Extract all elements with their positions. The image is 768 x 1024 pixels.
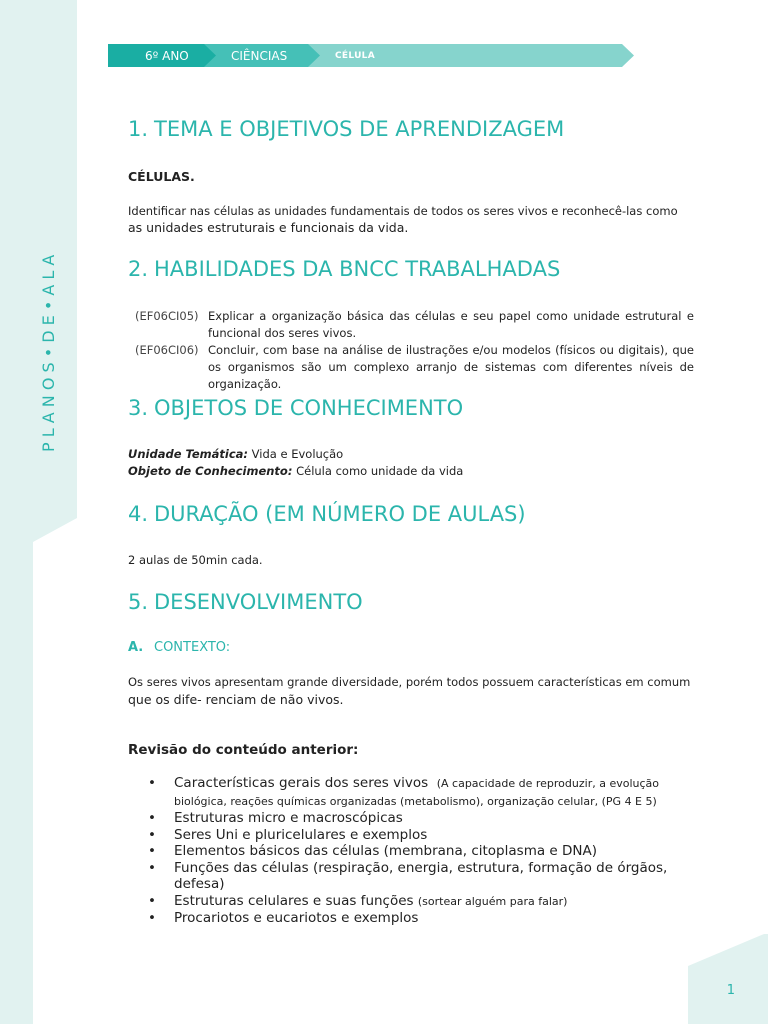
- section-4-heading: [128, 502, 526, 526]
- section-title: HABILIDADES DA BNCC TRABALHADAS: [154, 257, 561, 281]
- list-item-text: Estruturas micro e macroscópicas: [174, 810, 403, 826]
- theme-text: CÉLULAS.: [128, 169, 195, 184]
- list-item-text: Funções das células (respiração, energia, estrutura, formação de órgãos, defesa): [174, 859, 668, 892]
- section-number: 1.: [128, 117, 149, 141]
- list-item: [128, 860, 708, 893]
- subsection-context-heading: [128, 640, 230, 655]
- section-number: 2.: [128, 257, 149, 281]
- thematic-unit: [128, 446, 343, 463]
- thematic-unit-label: Unidade Temática:: [128, 447, 249, 461]
- bullet-icon: •: [148, 843, 156, 859]
- page-number: 1: [726, 983, 735, 998]
- breadcrumb-subject: CIÊNCIAS: [231, 49, 288, 63]
- section-3-heading: [128, 396, 463, 420]
- section-5-heading: [128, 590, 363, 614]
- list-item-text: Elementos básicos das células (membrana, citoplasma e DNA): [174, 843, 597, 859]
- section-number: 4.: [128, 502, 149, 526]
- bncc-code: (EF06CI05): [135, 309, 199, 323]
- bncc-code: (EF06CI06): [135, 343, 199, 357]
- section-2-heading: [128, 257, 560, 281]
- context-line: Os seres vivos apresentam grande diversidade, porém todos possuem características em comum: [128, 675, 691, 689]
- list-item: [128, 775, 708, 810]
- list-item-note: (A capacidade de reproduzir, a evolução: [436, 777, 659, 790]
- section-title: TEMA E OBJETIVOS DE APRENDIZAGEM: [154, 117, 565, 141]
- list-item: [128, 810, 708, 827]
- svg-text:P L A N O S • D E • A L A: P L A N O S • D E • A L A: [39, 254, 58, 452]
- objective-line: Identificar nas células as unidades fundamentais de todos os seres vivos e reconhecê-las como: [128, 204, 678, 218]
- list-item-text: Procariotos e eucariotos e exemplos: [174, 910, 419, 926]
- list-item-text: Características gerais dos seres vivos: [174, 775, 429, 791]
- bullet-icon: •: [148, 775, 156, 791]
- review-list: [128, 775, 708, 927]
- section-number: 5.: [128, 590, 149, 614]
- section-title: DURAÇÃO (EM NÚMERO DE AULAS): [154, 502, 526, 526]
- knowledge-object-value: Célula como unidade da vida: [292, 464, 464, 478]
- section-title: DESENVOLVIMENTO: [154, 590, 363, 614]
- list-item-text: Estruturas celulares e suas funções: [174, 892, 414, 909]
- subsection-letter: A.: [128, 640, 144, 655]
- context-line: que os dife- renciam de não vivos.: [128, 692, 344, 707]
- list-item: [128, 827, 708, 844]
- section-number: 3.: [128, 396, 149, 420]
- list-item-note: (sortear alguém para falar): [417, 894, 568, 908]
- list-item: [128, 843, 708, 860]
- bncc-description: Explicar a organização básica das células e seu papel como unidade estrutural e funcional dos seres vivos.: [208, 309, 694, 340]
- review-title: Revisão do conteúdo anterior:: [128, 742, 359, 758]
- breadcrumb-topic: CÉLULA: [335, 51, 375, 61]
- bncc-description: Concluir, com base na análise de ilustrações e/ou modelos (físicos ou digitais), que os organismos são um complexo arranjo de sistemas com diferentes níveis de organização.: [208, 343, 694, 391]
- bullet-icon: •: [148, 859, 156, 876]
- section-title: OBJETOS DE CONHECIMENTO: [154, 396, 464, 420]
- bullet-icon: •: [148, 826, 156, 843]
- corner-decoration: [688, 934, 768, 1024]
- section-1-heading: [128, 117, 564, 141]
- list-item: [128, 910, 708, 927]
- breadcrumb-grade: 6º ANO: [145, 49, 189, 63]
- bullet-icon: •: [148, 892, 156, 909]
- subsection-title: CONTEXTO:: [154, 640, 231, 655]
- objective-line: as unidades estruturais e funcionais da vida.: [128, 220, 409, 235]
- list-item: [128, 893, 708, 911]
- list-item-note: biológica, reações químicas organizadas (metabolismo), organização celular, (PG 4 E 5): [174, 794, 657, 808]
- thematic-unit-value: Vida e Evolução: [248, 447, 344, 461]
- duration-text: 2 aulas de 50min cada.: [128, 553, 263, 567]
- side-label: [12, 100, 62, 460]
- bullet-icon: •: [148, 910, 156, 926]
- list-item-text: Seres Uni e pluricelulares e exemplos: [174, 826, 428, 843]
- knowledge-object-label: Objeto de Conhecimento:: [128, 464, 293, 478]
- bullet-icon: •: [148, 810, 156, 826]
- knowledge-object: [128, 463, 463, 480]
